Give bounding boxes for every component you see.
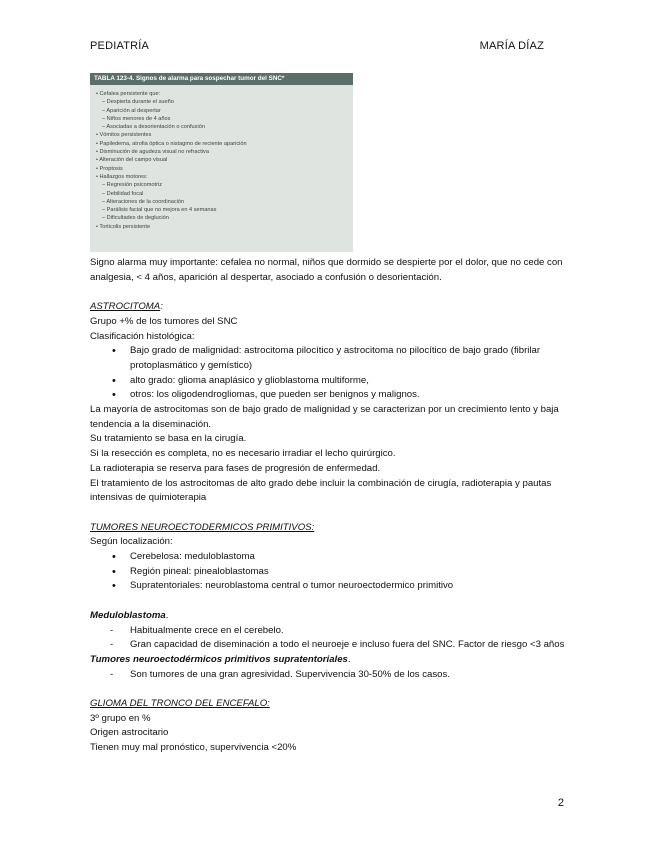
glioma-line1: 3º grupo en % [90,712,151,724]
astro-paragraph: El tratamiento de los astrocitomas de alto grado debe incluir la combinación de cirugía, radioterapia y pautas intensivas de quimioterapia [90,477,552,504]
supra-heading-line [90,653,570,668]
list-item: - Gran capacidad de diseminación a todo el neuroeje e incluso fuera del SNC. Factor de riesgo <3 años [90,638,570,653]
tnep-heading: TUMORES NEUROECTODERMICOS PRIMITIVOS: [90,521,315,533]
table-title: TABLA 123-4. Signos de alarma para sospechar tumor del SNC* [90,73,353,85]
tnep-line1: Según localización: [90,536,173,548]
header-author: MARÍA DÍAZ [479,40,544,52]
astro-paragraph: La mayoría de astrocitomas son de bajo grado de malignidad y se caracterizan por un crecimiento lento y baja tendencia a la diseminación. [90,404,559,430]
table-row: – Dificultades de deglución [102,215,169,222]
tnep-bullet-list [90,550,570,594]
astro-paragraph: Su tratamiento se basa en la cirugía. [90,433,247,445]
table-row: • Papiledema, atrofia óptica o nistagmo de reciente aparición [96,140,247,147]
list-item: • Región pineal: pinealoblastomas [90,565,570,580]
list-item: • Supratentoriales: neuroblastoma central o tumor neuroectodermico primitivo [90,579,570,594]
astro-heading-line [90,300,570,315]
astro-paragraph: La radioterapia se reserva para fases de progresión de enfermedad. [90,462,381,474]
list-item: • Bajo grado de malignidad: astrocitoma pilocítico y astrocitoma no pilocítico de bajo grado (fibrilar protoplasmático y gemístico) [90,344,570,373]
table-row: – Despierta durante el sueño [102,99,174,106]
alarm-signs-table [90,73,353,252]
table-row: – Regresión psicomotriz [102,182,163,189]
medulo-heading: Meduloblastoma [90,609,166,621]
supra-heading-dot: . [347,653,351,665]
table-row: • Proptosis [96,165,123,172]
main-content [90,256,570,756]
table-row: • Cefalea persistente que: [96,91,161,97]
intro-paragraph: Signo alarma muy importante: cefalea no normal, niños que dormido se despierte por el dolor, que no cede con analgesia, < 4 años, aparición al despertar, asociado a confusión o desorientación. [90,257,563,283]
table-row: – Aparición al despertar [102,107,161,114]
list-item: - Habitualmente crece en el cerebelo. [90,624,570,639]
table-row: – Debilidad focal [102,190,144,197]
astro-bullet-list [90,344,570,403]
page-number: 2 [557,797,564,809]
medulo-heading-dot: . [165,609,169,621]
medulo-heading-line [90,609,570,624]
table-row: • Hallazgos motores: [96,173,148,180]
list-item: • alto grado: glioma anaplásico y glioblastoma multiforme, [90,374,570,389]
astro-paragraph: Si la resección es completa, no es necesario irradiar el lecho quirúrgico. [90,448,396,460]
list-item: • otros: los oligodendrogliomas, que pueden ser benignos y malignos. [90,388,570,403]
astro-heading: ASTROCITOMA [90,301,161,313]
header-subject: PEDIATRÍA [90,40,150,52]
table-row: – Asociadas a desorientación o confusión [102,124,205,131]
medulo-dash-list [90,624,570,653]
table-row: – Alteraciones de la coordinación [102,198,185,205]
astro-line2: Clasificación histológica: [90,330,195,342]
table-row: – Niños menores de 4 años [102,115,171,122]
table-row: • Disminución de agudeza visual no refractiva [96,149,209,156]
glioma-line2: Origen astrocitario [90,727,169,739]
table-body [90,85,353,231]
astro-line1: Grupo +% de los tumores del SNC [90,315,238,327]
table-row: – Parálisis facial que no mejora en 4 semanas [102,207,217,214]
table-row: • Torticolis persistente [96,223,151,230]
table-row: • Vómitos persistentes [96,132,152,139]
supra-heading: Tumores neuroectodérmicos primitivos supratentoriales [90,653,348,665]
astro-heading-colon: : [160,301,163,313]
list-item: - Son tumores de una gran agresividad. Supervivencia 30-50% de los casos. [90,668,570,683]
supra-dash-list [90,668,570,683]
table-row: • Alteración del campo visual [96,157,168,164]
glioma-heading: GLIOMA DEL TRONCO DEL ENCEFALO: [90,698,270,710]
glioma-line3: Tienen muy mal pronóstico, supervivencia <20% [90,742,297,754]
list-item: • Cerebelosa: meduloblastoma [90,550,570,565]
